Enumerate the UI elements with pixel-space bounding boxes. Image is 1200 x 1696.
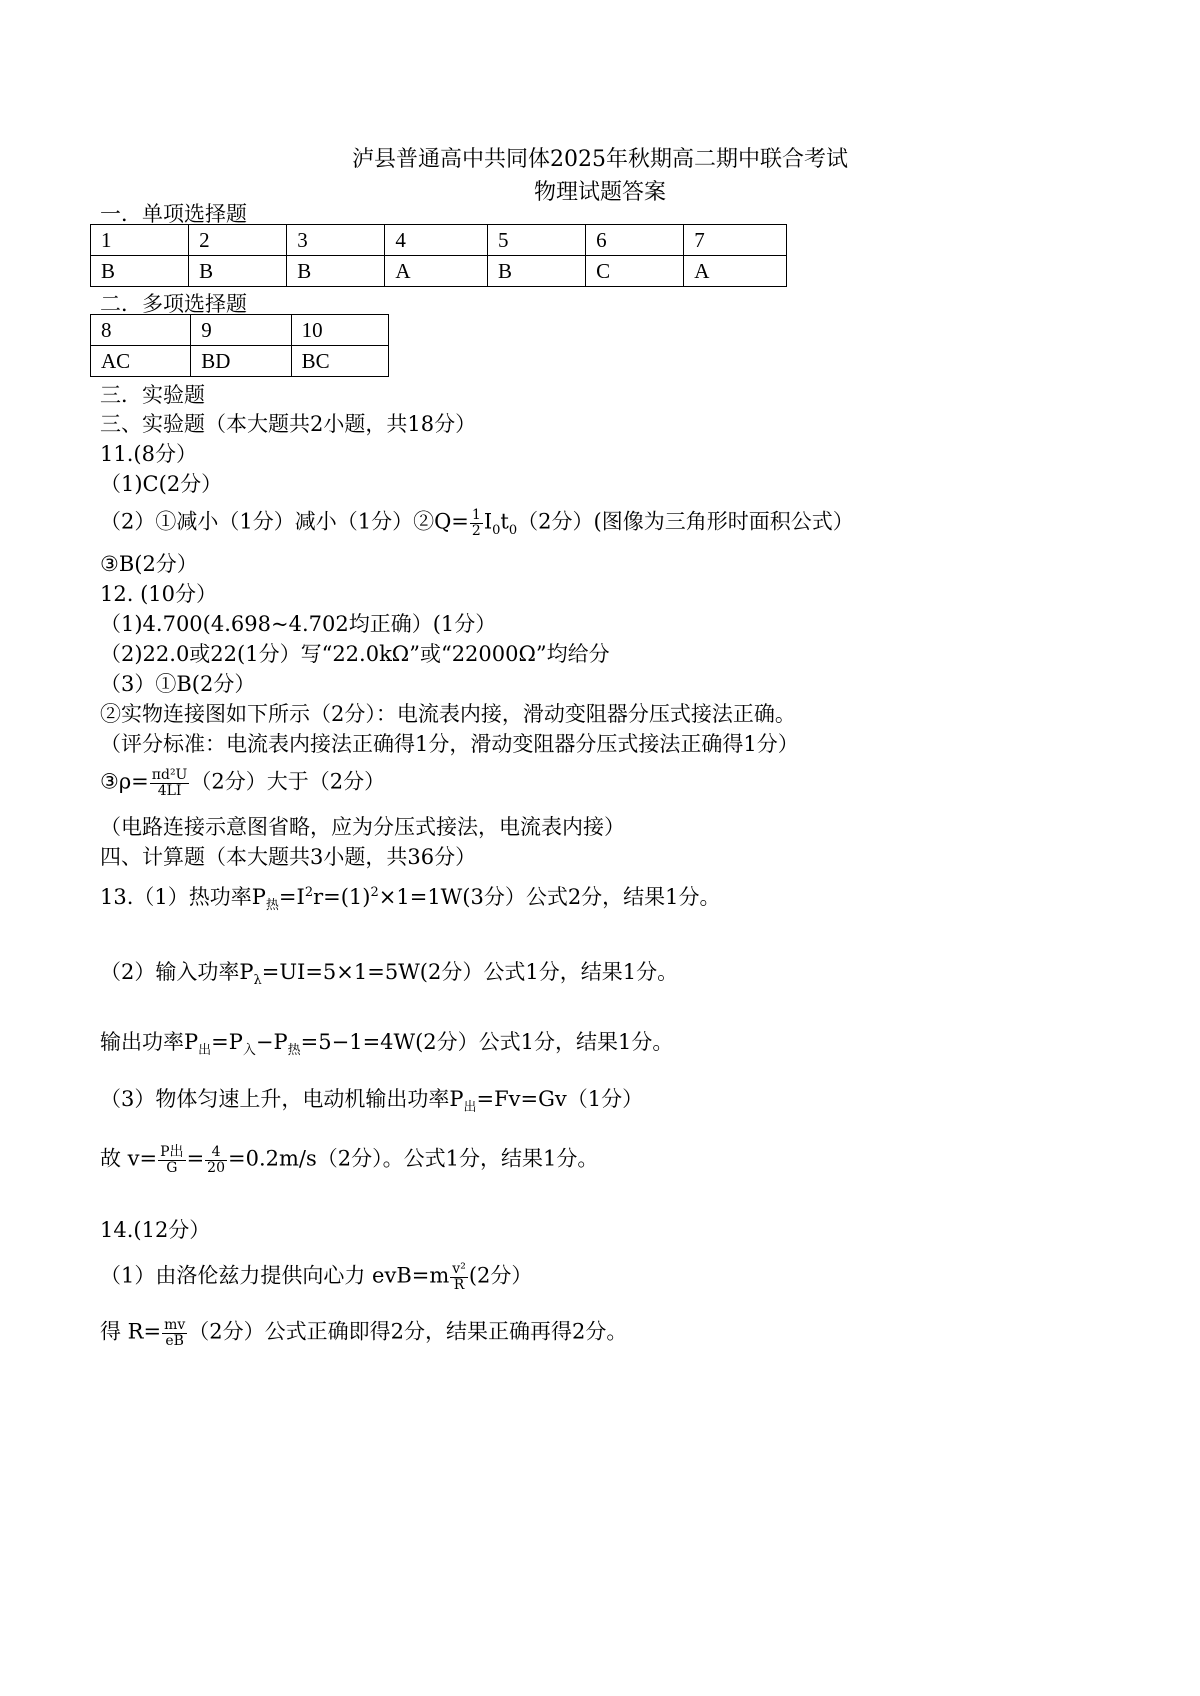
question-number-cell: 3 — [287, 225, 385, 256]
question-number-cell: 9 — [191, 315, 291, 346]
section1-heading: 一．单项选择题 — [100, 202, 247, 226]
q14-title: 14.(12分） — [100, 1218, 211, 1242]
q11-part3: ③B(2分） — [100, 552, 198, 576]
question-number-cell: 6 — [586, 225, 684, 256]
q14-line1-text-b: (2分） — [468, 1263, 533, 1288]
fraction — [162, 1318, 187, 1348]
section3-heading: 三．实验题 — [100, 383, 205, 407]
fraction — [450, 1262, 468, 1292]
answer-cell: B — [488, 256, 586, 287]
answer-cell: B — [287, 256, 385, 287]
section4-heading: 四、计算题（本大题共3小题，共36分） — [100, 845, 477, 869]
q13-line3 — [100, 1030, 673, 1059]
fraction-numerator: v² — [452, 1261, 466, 1277]
q11-part2-text-a: （2）①减小（1分）减小（1分）②Q= — [100, 509, 469, 534]
table-row — [91, 315, 389, 346]
answer-cell: A — [385, 256, 488, 287]
q13-line1-text-a: 13.（1）热功率P — [100, 885, 266, 909]
q13-line2-text-b: =UI=5×1=5W(2分）公式1分，结果1分。 — [261, 960, 679, 984]
multi-choice-table — [90, 314, 389, 377]
question-number-cell: 7 — [684, 225, 787, 256]
q12-part4: ②实物连接图如下所示（2分）：电流表内接，滑动变阻器分压式接法正确。 — [100, 702, 796, 726]
q11-current-symbol: I — [483, 509, 493, 534]
q13-line2 — [100, 960, 678, 989]
fraction-denominator: 2 — [471, 522, 481, 539]
q14-line2-text-a: 得 R= — [100, 1319, 162, 1344]
fraction — [205, 1145, 227, 1175]
q13-line1-text-c: r=(1) — [313, 885, 371, 909]
q14-line1 — [100, 1262, 532, 1292]
equals-sign: = — [186, 1146, 205, 1171]
subscript: 热 — [287, 1043, 301, 1059]
q13-line5-text-b: =0.2m/s（2分）。公式1分，结果1分。 — [228, 1146, 599, 1171]
answer-cell: AC — [91, 346, 191, 377]
q13-line1-text-b: =I — [278, 885, 305, 909]
subscript: 0 — [508, 522, 518, 538]
q12-part3: （3）①B(2分） — [100, 672, 256, 696]
superscript: 2 — [370, 885, 379, 900]
q12-part6 — [100, 768, 385, 798]
question-number-cell: 4 — [385, 225, 488, 256]
fraction-denominator: R — [453, 1276, 465, 1293]
q12-part7: （电路连接示意图省略，应为分压式接法，电流表内接） — [100, 815, 625, 839]
q11-title: 11.(8分） — [100, 442, 197, 466]
q13-line5-text-a: 故 v= — [100, 1146, 158, 1171]
single-choice-table — [90, 224, 787, 287]
document-title: 泸县普通高中共同体2025年秋期高二期中联合考试 — [352, 147, 848, 172]
subscript: 出 — [463, 1100, 477, 1116]
section3-subheading: 三、实验题（本大题共2小题，共18分） — [100, 412, 477, 436]
q13-line2-text-a: （2）输入功率P — [100, 960, 254, 984]
question-number-cell: 5 — [488, 225, 586, 256]
answer-cell: B — [91, 256, 189, 287]
q13-line4-text-a: （3）物体匀速上升，电动机输出功率P — [100, 1087, 464, 1111]
fraction — [158, 1145, 185, 1175]
q13-line5 — [100, 1145, 598, 1175]
table-row — [91, 346, 389, 377]
q13-line4-text-b: =Fv=Gv（1分） — [476, 1087, 644, 1111]
fraction — [470, 508, 483, 538]
document-subtitle: 物理试题答案 — [533, 180, 666, 205]
subscript: λ — [253, 973, 262, 989]
fraction-numerator: P出 — [160, 1144, 184, 1160]
table-row — [91, 256, 787, 287]
subscript: 入 — [242, 1043, 256, 1059]
q12-part1: （1)4.700(4.698~4.702均正确）(1分） — [100, 612, 497, 636]
fraction — [150, 768, 190, 798]
subscript: 热 — [265, 898, 279, 914]
q14-line1-text-a: （1）由洛伦兹力提供向心力 evB=m — [100, 1263, 450, 1288]
q12-resistivity-label: ③ρ= — [100, 769, 149, 794]
fraction-denominator: G — [166, 1159, 178, 1176]
q12-part2: （2)22.0或22(1分）写“22.0kΩ”或“22000Ω”均给分 — [100, 642, 610, 666]
q12-part5: （评分标准：电流表内接法正确得1分，滑动变阻器分压式接法正确得1分） — [100, 732, 799, 756]
fraction-denominator: 4LI — [157, 782, 182, 799]
q13-line1-text-d: ×1=1W(3分）公式2分，结果1分。 — [378, 885, 721, 909]
q11-part2 — [100, 508, 854, 538]
q13-line3-text-d: =5−1=4W(2分）公式1分，结果1分。 — [300, 1030, 674, 1054]
q13-line4 — [100, 1087, 643, 1116]
question-number-cell: 8 — [91, 315, 191, 346]
q13-line3-text-a: 输出功率P — [100, 1030, 199, 1054]
fraction-numerator: 4 — [205, 1145, 227, 1161]
q14-line2-text-b: （2分）公式正确即得2分，结果正确再得2分。 — [188, 1319, 628, 1344]
fraction-denominator: 20 — [207, 1159, 225, 1176]
superscript: 2 — [304, 885, 314, 900]
answer-cell: B — [189, 256, 287, 287]
q13-line3-text-c: −P — [255, 1030, 288, 1054]
q14-line2 — [100, 1318, 627, 1348]
fraction-numerator: 1 — [471, 507, 481, 523]
question-number-cell: 1 — [91, 225, 189, 256]
fraction-denominator: eB — [165, 1332, 184, 1349]
answer-cell: C — [586, 256, 684, 287]
q11-time-symbol: t — [500, 509, 509, 534]
q13-line1 — [100, 885, 721, 914]
answer-cell: A — [684, 256, 787, 287]
subscript: 0 — [492, 522, 501, 538]
answer-cell: BC — [291, 346, 388, 377]
table-row — [91, 225, 787, 256]
q11-part1: （1)C(2分） — [100, 472, 223, 496]
section2-heading: 二．多项选择题 — [100, 292, 247, 316]
answer-cell: BD — [191, 346, 291, 377]
question-number-cell: 10 — [291, 315, 388, 346]
question-number-cell: 2 — [189, 225, 287, 256]
q11-part2-text-d: （2分）(图像为三角形时面积公式） — [517, 509, 854, 534]
subscript: 出 — [198, 1043, 212, 1059]
q12-title: 12. (10分） — [100, 582, 217, 606]
q12-part6-text-b: （2分）大于（2分） — [190, 769, 386, 794]
fraction-numerator: mv — [164, 1317, 186, 1333]
q13-line3-text-b: =P — [211, 1030, 243, 1054]
fraction-numerator: πd²U — [151, 767, 188, 783]
